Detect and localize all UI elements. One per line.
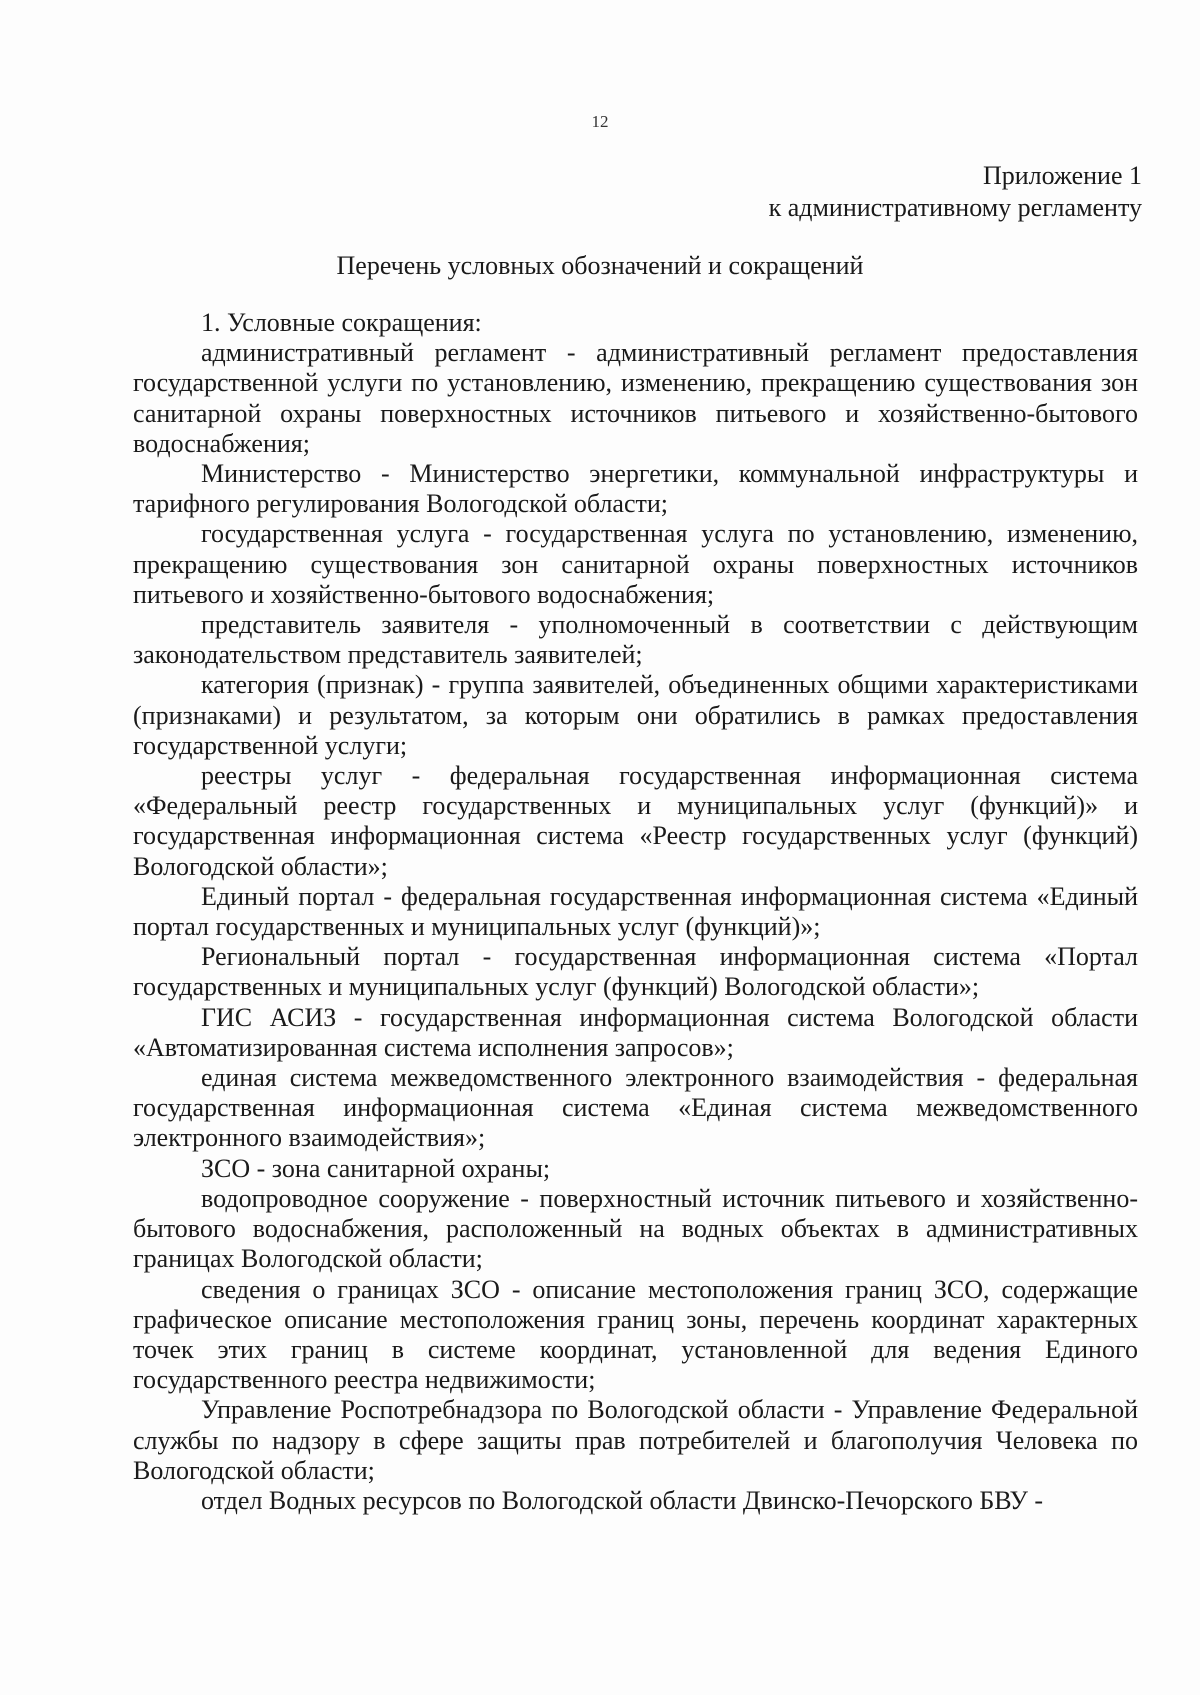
paragraph: ГИС АСИЗ - государственная информационная система Вологодской области «Автоматизированная система исполнения запросов»; [133, 1002, 1138, 1062]
document-title: Перечень условных обозначений и сокращений [336, 251, 864, 280]
paragraph: отдел Водных ресурсов по Вологодской области Двинско-Печорского БВУ - [201, 1485, 1044, 1515]
page-number: 12 [591, 112, 609, 131]
paragraph: ЗСО - зона санитарной охраны; [201, 1153, 551, 1183]
paragraph: реестры услуг - федеральная государственная информационная система «Федеральный реестр государственных и муниципальных услуг (функций)» и государственная информационная система «Реестр государственных услуг (функций) Вологодской области»; [133, 761, 1138, 881]
paragraph: Управление Роспотребнадзора по Вологодской области - Управление Федеральной службы по надзору в сфере защиты прав потребителей и благополучия Человека по Вологодской области; [133, 1395, 1138, 1485]
paragraph: Единый портал - федеральная государственная информационная система «Единый портал государственных и муниципальных услуг (функций)»; [133, 881, 1138, 942]
appendix-line-2: к административному регламенту [768, 193, 1142, 222]
paragraph: административный регламент - административный регламент предоставления государственной услуги по установлению, изменению, прекращению существования зон санитарной охраны поверхностных источников питьевого и хозяйственно-бытового водоснабжения; [133, 338, 1138, 458]
paragraph: Региональный портал - государственная информационная система «Портал государственных и муниципальных услуг (функций) Вологодской области»; [133, 942, 1138, 1002]
paragraph: единая система межведомственного электронного взаимодействия - федеральная государственная информационная система «Единая система межведомственного электронного взаимодействия»; [133, 1063, 1138, 1153]
appendix-line-1: Приложение 1 [982, 161, 1142, 190]
appendix-reference [769, 160, 1142, 224]
paragraph: Министерство - Министерство энергетики, коммунальной инфраструктуры и тарифного регулирования Вологодской области; [133, 459, 1138, 519]
paragraph: водопроводное сооружение - поверхностный источник питьевого и хозяйственно-бытового водоснабжения, расположенный на водных объектах в административных границах Вологодской области; [133, 1183, 1138, 1274]
paragraph: категория (признак) - группа заявителей, объединенных общими характеристиками (признаками) и результатом, за которым они обратились в рамках предоставления государственной услуги; [133, 670, 1138, 760]
section-heading: 1. Условные сокращения: [201, 308, 482, 337]
paragraph: сведения о границах ЗСО - описание местоположения границ ЗСО, содержащие графическое описание местоположения границ зоны, перечень координат характерных точек этих границ в системе координат, установленной для ведения Единого государственного реестра недвижимости; [133, 1274, 1138, 1395]
paragraph: представитель заявителя - уполномоченный в соответствии с действующим законодательством представитель заявителей; [133, 610, 1138, 670]
document-body [133, 308, 1138, 1516]
paragraph: государственная услуга - государственная услуга по установлению, изменению, прекращению существования зон санитарной охраны поверхностных источников питьевого и хозяйственно-бытового водоснабжения; [133, 519, 1138, 609]
